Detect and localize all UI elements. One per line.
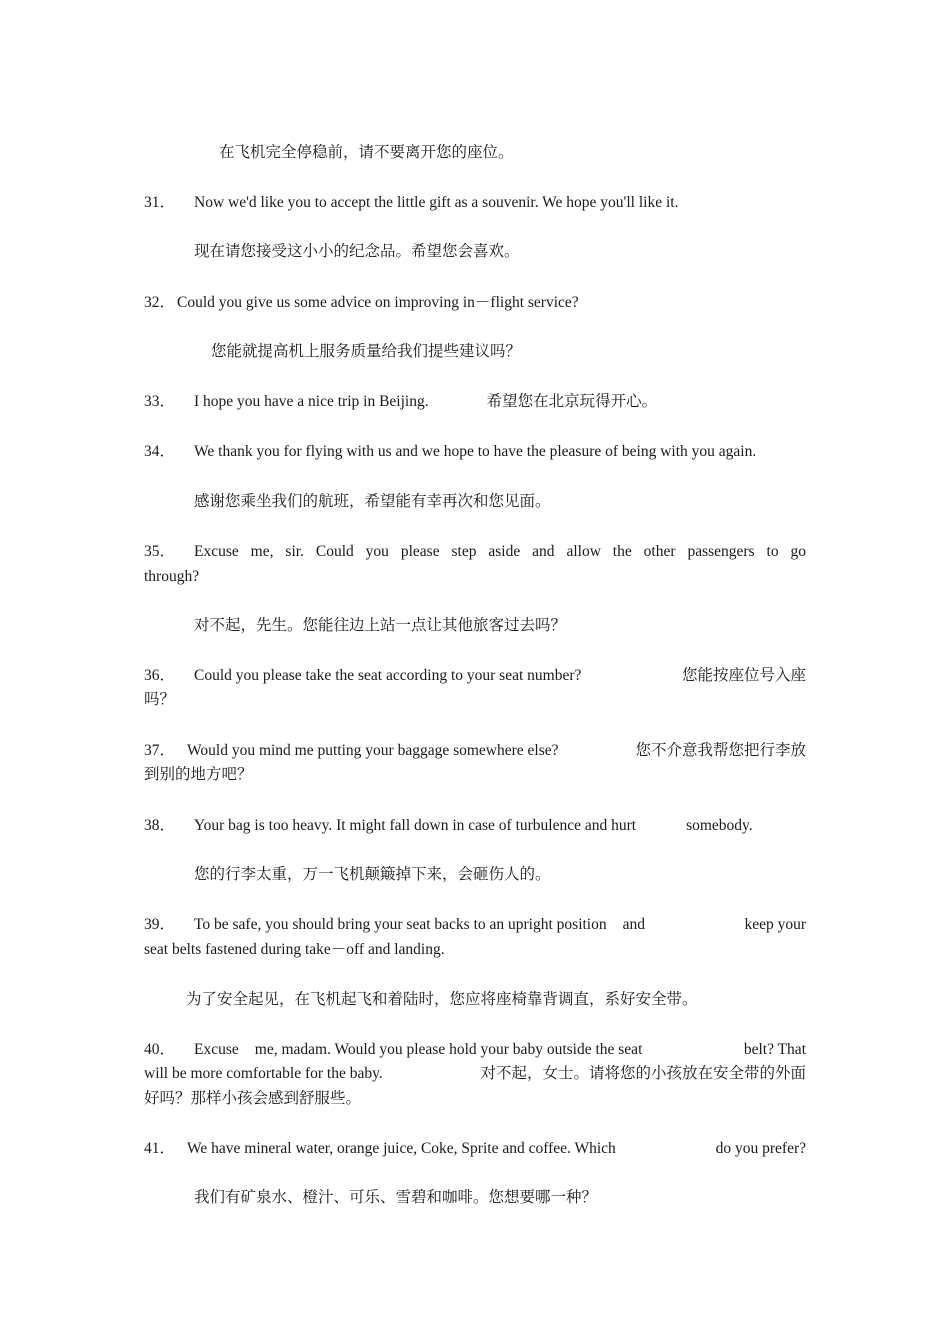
item-31-english: [144, 191, 806, 215]
item-number: 33．: [144, 393, 176, 410]
item-36-line2: 吗？: [144, 691, 176, 708]
english-text-tail: do you prefer?: [715, 1140, 806, 1157]
item-40-english-line1: [144, 1038, 806, 1062]
english-text-tail: belt? That: [743, 1041, 806, 1058]
item-number: 38．: [144, 817, 176, 834]
item-39-english-line2: seat belts fastened during take－off and landing.: [144, 941, 445, 958]
english-text: Excuse me, sir. Could you please step aside and allow the other passengers to go: [194, 543, 806, 560]
item-number: 40．: [144, 1041, 176, 1058]
item-number: 32．: [144, 294, 176, 311]
item-34-chinese: 感谢您乘坐我们的航班，希望能有幸再次和您见面。: [194, 493, 551, 510]
item-32-chinese: 您能就提高机上服务质量给我们提些建议吗？: [211, 343, 522, 360]
item-number: 37．: [144, 742, 176, 759]
english-text-tail: keep your: [744, 916, 806, 933]
item-40-line3: 好吗？那样小孩会感到舒服些。: [144, 1090, 362, 1107]
item-number: 31．: [144, 194, 176, 211]
item-40-line2: [144, 1062, 806, 1086]
item-41-english: [144, 1137, 806, 1161]
english-text: Now we'd like you to accept the little gift as a souvenir. We hope you'll like it.: [194, 194, 679, 211]
english-text: We have mineral water, orange juice, Coke, Sprite and coffee. Which: [187, 1140, 616, 1157]
english-text: Could you give us some advice on improving in－flight service?: [177, 294, 579, 311]
chinese-text: 您不介意我帮您把行李放: [635, 742, 806, 759]
item-33-line: [144, 390, 806, 414]
english-text: We thank you for flying with us and we hope to have the pleasure of being with you again.: [194, 443, 757, 460]
english-text: Could you please take the seat according to your seat number?: [194, 667, 582, 684]
english-text: will be more comfortable for the baby.: [144, 1065, 383, 1082]
chinese-text: 您能按座位号入座: [681, 667, 806, 684]
item-36-line1: [144, 664, 806, 688]
chinese-text: 对不起，女士。请将您的小孩放在安全带的外面: [480, 1065, 806, 1082]
english-text: Your bag is too heavy. It might fall down in case of turbulence and hurt: [194, 817, 637, 834]
item-37-line1: [144, 739, 806, 763]
english-text: To be safe, you should bring your seat backs to an upright position: [194, 916, 607, 933]
item-35-english-line1: [144, 540, 806, 564]
item-31-chinese: 现在请您接受这小小的纪念品。希望您会喜欢。: [194, 243, 520, 260]
item-number: 36．: [144, 667, 176, 684]
item-32-english: [144, 291, 806, 315]
item-41-chinese: 我们有矿泉水、橙汁、可乐、雪碧和咖啡。您想要哪一种？: [194, 1189, 598, 1206]
english-text: I hope you have a nice trip in Beijing.: [194, 393, 429, 410]
item-number: 39．: [144, 916, 176, 933]
english-text-tail: somebody.: [686, 817, 753, 834]
item-number: 35．: [144, 543, 176, 560]
item-39-chinese: 为了安全起见，在飞机起飞和着陆时，您应将座椅靠背调直，系好安全带。: [186, 991, 698, 1008]
item-34-english: [144, 440, 806, 464]
item-38-chinese: 您的行李太重，万一飞机颠簸掉下来，会砸伤人的。: [194, 866, 551, 883]
english-text: Would you mind me putting your baggage somewhere else?: [187, 742, 559, 759]
item-37-line2: 到别的地方吧？: [144, 766, 253, 783]
english-text: me, madam. Would you please hold your baby outside the seat: [254, 1041, 643, 1058]
item-38-english: [144, 814, 806, 838]
english-text-and: and: [622, 916, 646, 933]
chinese-text: 希望您在北京玩得开心。: [486, 393, 658, 410]
item-30-chinese: 在飞机完全停稳前，请不要离开您的座位。: [219, 144, 514, 161]
item-35-english-line2: through?: [144, 568, 200, 585]
item-number: 41．: [144, 1140, 176, 1157]
item-39-english-line1: [144, 913, 806, 937]
item-number: 34．: [144, 443, 176, 460]
item-35-chinese: 对不起，先生。您能往边上站一点让其他旅客过去吗？: [194, 617, 567, 634]
english-text-excuse: Excuse: [194, 1041, 239, 1058]
